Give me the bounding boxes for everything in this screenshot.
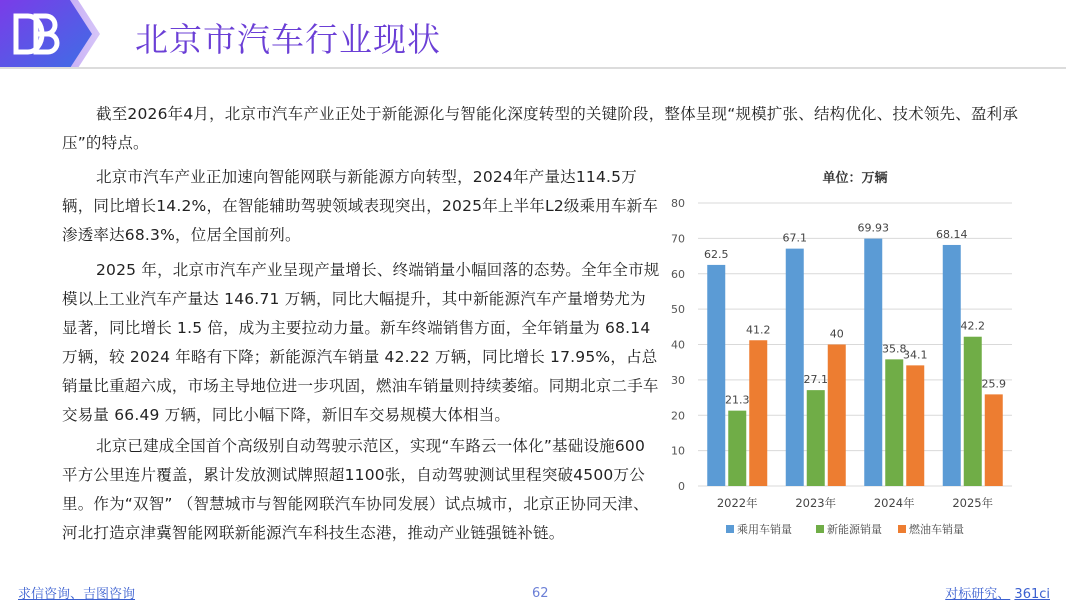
data-label: 34.1: [903, 348, 928, 362]
legend-swatch-乘用车销量: [726, 525, 734, 533]
data-label: 62.5: [704, 247, 729, 261]
bar-乘用车销量: [864, 239, 882, 486]
data-label: 67.1: [782, 231, 807, 245]
data-label: 25.9: [981, 377, 1006, 391]
data-label: 40: [829, 327, 844, 341]
title-divider: [0, 67, 1066, 69]
legend-label: 乘用车销量: [737, 523, 792, 536]
bar-乘用车销量: [707, 265, 725, 486]
data-label: 41.2: [746, 323, 771, 337]
paragraph-2: 2025 年，北京市汽车产业呈现产量增长、终端销量小幅回落的态势。全年全市规模以上工业汽车产量达 146.71 万辆，同比大幅提升，其中新能源汽车产量增势尤为显著，同比增长 1.5 倍，成为主要拉动力量。新车终端销售方面，全年销量为 68.14 万辆，较 2024 年略有下降；新能源汽车销量 42.22 万辆，同比增长 17.95%，占总销量比重超六成，市场主导地位进一步巩固，燃油车销量则持续萎缩。同期北京二手车交易量 66.49 万辆，同比小幅下降，新旧车交易规模大体相当。: [62, 261, 660, 424]
legend-swatch-新能源销量: [816, 525, 824, 533]
bar-燃油车销量: [985, 394, 1003, 486]
footer-link-benchmark[interactable]: 对标研究、: [945, 587, 1011, 602]
x-tick-label: 2025年: [952, 496, 994, 510]
x-tick-label: 2024年: [873, 496, 915, 510]
bar-新能源销量: [885, 359, 903, 486]
footer-link-consulting[interactable]: 求信咨询、吉图咨询: [18, 587, 136, 602]
data-label: 69.93: [857, 221, 889, 235]
data-label: 42.2: [960, 319, 985, 333]
bar-燃油车销量: [749, 340, 767, 486]
bar-燃油车销量: [906, 365, 924, 486]
paragraph-1: 北京市汽车产业正加速向智能网联与新能源方向转型，2024年产量达114.5万辆，同比增长14.2%，在智能辅助驾驶领域表现突出，2025年上半年L2级乘用车新车渗透率达68.3%，位居全国前列。: [62, 168, 659, 244]
data-label: 68.14: [936, 227, 968, 241]
footer-right-links[interactable]: [945, 583, 1050, 602]
x-tick-label: 2022年: [716, 496, 758, 510]
bar-乘用车销量: [786, 249, 804, 486]
bar-新能源销量: [964, 337, 982, 486]
bar-新能源销量: [728, 411, 746, 486]
y-tick-label: 0: [678, 480, 685, 493]
y-tick-label: 20: [671, 409, 685, 423]
y-tick-label: 80: [671, 197, 685, 210]
data-label: 27.1: [803, 373, 828, 387]
bar-燃油车销量: [828, 345, 846, 487]
x-tick-label: 2023年: [795, 496, 837, 510]
y-tick-label: 70: [671, 232, 685, 246]
y-tick-label: 40: [671, 338, 685, 352]
bar-乘用车销量: [943, 245, 961, 486]
sales-bar-chart: [660, 160, 1040, 550]
bar-新能源销量: [807, 390, 825, 486]
y-tick-label: 30: [671, 373, 685, 387]
y-tick-label: 60: [671, 267, 685, 281]
paragraph-3: 北京已建成全国首个高级别自动驾驶示范区，实现“车路云一体化”基础设施600平方公里连片覆盖，累计发放测试牌照超1100张，自动驾驶测试里程突破4500万公里。作为“双智” （智慧城市与智能网联汽车协同发展）试点城市，北京正协同天津、河北打造京津冀智能网联新能源汽车科技生态港，推动产业链强链补链。: [62, 437, 649, 542]
footer-link-361ci[interactable]: 361ci: [1014, 587, 1050, 602]
y-tick-label: 10: [671, 444, 685, 458]
legend-label: 新能源销量: [827, 523, 882, 536]
brand-logo: [0, 0, 100, 68]
y-tick-label: 50: [671, 303, 685, 317]
chart-title: 单位：万辆: [822, 171, 888, 186]
page-title: 北京市汽车行业现状: [135, 20, 441, 59]
page-number: 62: [532, 586, 549, 601]
data-label: 21.3: [725, 393, 750, 407]
data-label: 35.8: [882, 342, 907, 356]
legend-swatch-燃油车销量: [898, 525, 906, 533]
legend-label: 燃油车销量: [909, 523, 964, 536]
intro-paragraph: 截至2026年4月，北京市汽车产业正处于新能源化与智能化深度转型的关键阶段，整体呈现“规模扩张、结构优化、技术领先、盈利承压”的特点。: [62, 105, 1019, 152]
